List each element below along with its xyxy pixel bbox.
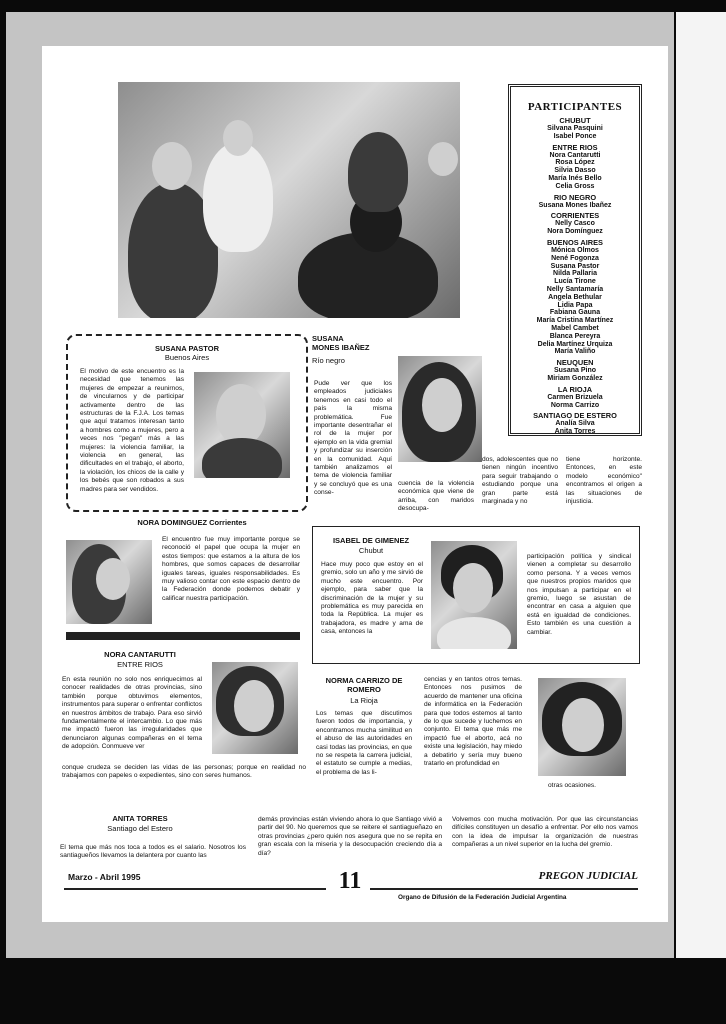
torres-text-col3: Volvemos con mucha motivación. Por que las circunstancias difíciles constituyen un desafío a enfrentar. Por ello nos vamos con la idea de impulsar la organización de nuestras compañeras a un nivel superior en la lucha del gremio. <box>452 816 638 849</box>
torres-text-col1: El tema que más nos toca a todos es el salario. Nosotros los santiagueños llevamos la delantera por cuanto las <box>60 844 246 860</box>
carrizo-name: NORMA CARRIZO DE ROMERO <box>325 676 403 694</box>
province-heading: NEUQUEN <box>556 358 594 368</box>
participant-name: Nora Cantarutti <box>549 151 601 159</box>
carrizo-text-col1: Los temas que discutimos fueron todos de importancia, y encontramos mucha similitud en el abuso de las autoridades en casi todas las provincias, en que no se respeta la carrera judicial, el estatuto se cumple a medias, el problema de las li- <box>316 710 412 776</box>
divider-bar <box>66 632 300 640</box>
dominguez-text: El encuentro fue muy importante porque se reconoció el papel que ocupa la mujer en estos tiempos: que estamos a la altura de los hombres, que somos capaces de desarrollar iguales tareas, iguales responsabilidades. Es muy valioso contar con este espacio dentro de la Federación donde podemos debatir y calificar nuestra participación. <box>162 536 300 602</box>
participant-name: Silvana Pasquini <box>547 125 603 132</box>
gimenez-name: ISABEL DE GIMENEZ <box>332 536 410 545</box>
participants-title: PARTICIPANTES <box>527 101 623 113</box>
group-photo <box>118 82 460 318</box>
participant-name: María Valiño <box>554 348 596 356</box>
page-number: 11 <box>338 868 362 894</box>
participant-name: María Inés Bello <box>548 174 602 182</box>
participants-box <box>508 84 642 436</box>
participant-name: Analía Silva <box>555 420 595 428</box>
pastor-name: SUSANA PASTOR <box>154 344 220 353</box>
participant-name: Nelly Santamaría <box>546 285 604 293</box>
gimenez-text-col2: participación política y sindical vienen a completar su desarrollo como persona. Y a veces vemos que nuestros propios maridos que nos impulsan a participar en el gremio, luego se asustan de encontrar en casa a alguien que está en igualdad de condiciones. Esto también es una cuestión a cambiar. <box>527 553 631 636</box>
province-heading: LA RIOJA <box>557 384 593 394</box>
participant-name: Nené Fogonza <box>551 254 599 262</box>
province-heading: CORRIENTES <box>550 211 600 221</box>
participant-name: Blanca Pereyra <box>549 332 601 340</box>
dominguez-name: NORA DOMINGUEZ Corrientes <box>137 518 247 527</box>
participant-name: Rosa López <box>555 159 595 167</box>
cantarutti-place: ENTRE RIOS <box>117 660 163 669</box>
participant-name: Lucía Tirone <box>554 278 596 286</box>
publication-subtitle: Organo de Difusión de la Federación Judicial Argentina <box>398 894 567 901</box>
participants-list <box>511 117 639 436</box>
newspaper-page <box>42 46 668 922</box>
gimenez-place: Chubut <box>358 546 384 555</box>
mones-text-col3: dos, adolescentes que no tienen ningún incentivo para seguir trabajando o estudiando porque una gran parte está marginada y no <box>482 456 558 506</box>
province-heading: RIO NEGRO <box>553 192 597 202</box>
cantarutti-name: NORA CANTARUTTI <box>104 650 176 659</box>
gimenez-box <box>312 526 640 664</box>
participant-name: Fabiana Gauna <box>549 309 601 317</box>
participant-name: Miriam González <box>547 374 603 382</box>
publication-logo: PREGON JUDICIAL <box>538 870 638 882</box>
carrizo-text-col2: cencias y en tantos otros temas. Entonces nos pusimos de acuerdo de mantener una oficina de informática en la Federación para que todos estemos al tanto de lo que sucede y luchemos en conjunto. El tema que más me impactó fue el aborto, acá no existe una legislación, hay miedo a debatirlo y sería muy bueno tratarlo en profundidad en <box>424 676 522 768</box>
carrizo-photo <box>538 678 626 776</box>
scan-margin <box>676 12 726 958</box>
mones-place: Río negro <box>312 356 345 365</box>
participant-name: Lidia Papa <box>557 301 593 309</box>
participant-name: Nelly Casco <box>555 220 595 228</box>
mones-text-col2: cuencia de la violencia económica que viene de arriba, con maridos desocupa- <box>398 480 474 513</box>
torres-name: ANITA TORRES <box>112 814 168 823</box>
pastor-text: El motivo de este encuentro es la necesidad que tenemos las mujeres de empezar a reunirnos, de vincularnos y de participar activamente dentro de las estructuras de la F.J.A. Los temas que aquí tratamos interesan tanto a hombres como a mujeres, pero a veces nos "pegan" más a las mujeres: la violencia familiar, la violencia en general, las dificultades en el trabajo, el aborto, la violación, los chicos de la calle y los bebés que son robados a sus madres para ser vendidos. <box>80 368 184 493</box>
province-heading: SANTIAGO DE ESTERO <box>533 411 617 421</box>
footer-rule-left <box>64 888 326 890</box>
participant-name: Mónica Olmos <box>551 246 599 254</box>
province-heading: CHUBUT <box>559 116 591 125</box>
carrizo-text-col3: otras ocasiones. <box>548 782 597 789</box>
footer-rule-right <box>370 888 638 890</box>
issue-date: Marzo - Abril 1995 <box>68 872 141 882</box>
participant-name: Susana Mones Ibañez <box>538 201 612 209</box>
cantarutti-text-full: conque crudeza se deciden las vidas de las personas; porque en realidad no trabajamos con papeles o expedientes, sino con seres humanos. <box>62 764 306 780</box>
carrizo-place: La Rioja <box>350 696 378 705</box>
pastor-place: Buenos Aires <box>164 353 210 362</box>
participant-name: Celia Gross <box>555 182 595 190</box>
participant-name: Susana Pino <box>553 367 596 375</box>
mones-text-col1: Pude ver que los empleados judiciales tenemos en casi todo el país la misma problemática. Fue importante desentrañar el rol de la mujer por ejemplo en la vida gremial y profundizar su inserción en la comunidad. Aquí también analizamos el tema de violencia familiar y se concluyó que es una conse- <box>314 380 392 497</box>
participant-name: Mabel Cambet <box>551 324 599 332</box>
province-heading: BUENOS AIRES <box>547 237 603 247</box>
participant-name: Silvia Dasso <box>554 167 596 175</box>
participant-name: Anita Torres <box>554 428 596 436</box>
cantarutti-photo <box>212 662 298 754</box>
gimenez-text-col1: Hace muy poco que estoy en el gremio, solo un año y me sirvió de mucho este encuentro. Por ejemplo, para saber que la discriminación de la mujer y su problemática es muy parecida en toda la República. La mujer es trabajadora, es madre y ama de casa, entonces la <box>321 561 423 636</box>
dominguez-photo <box>66 540 152 624</box>
participant-name: Susana Pastor <box>550 262 600 270</box>
province-heading: ENTRE RIOS <box>552 142 598 152</box>
participant-name: Nora Domínguez <box>547 228 603 236</box>
cantarutti-text: En esta reunión no solo nos enriquecimos al conocer realidades de otras provincias, sino también porque obtuvimos elementos, instrumentos para superar o enfrentar conflictos en nuestros ámbitos de trabajo. Para eso sirvió fundamentalmente el intercambio. Lo que más me impactó fueron las irregularidades que denunciaron algunas compañeras en el tema de adopción. Conmueve ver <box>62 676 203 751</box>
pastor-photo <box>194 372 290 478</box>
participant-name: Isabel Ponce <box>553 132 597 140</box>
mones-text-col4: tiene horizonte. Entonces, en este modelo económico" encontramos el origen a las situaciones de injusticia. <box>566 456 642 506</box>
torres-place: Santiago del Estero <box>107 824 173 833</box>
participant-name: Carmen Brizuela <box>547 393 603 401</box>
pastor-box <box>66 334 308 512</box>
mones-photo <box>398 356 482 462</box>
participant-name: Nilda Pallaria <box>553 270 597 278</box>
torres-text-col2: demás provincias están viviendo ahora lo que Santiago vivió a partir del 90. No queremos que se reitere el santiagueñazo en otras provincias ¿pero quién nos asegura que no se repita en gran escala con la miseria y la desocupación creciendo día a día? <box>258 816 442 857</box>
gimenez-photo <box>431 541 517 649</box>
participant-name: María Cristina Martínez <box>536 317 614 325</box>
mones-name: SUSANA MONES IBAÑEZ <box>312 334 370 352</box>
participant-name: Norma Carrizo <box>550 401 600 409</box>
participant-name: Angela Bethular <box>548 293 602 301</box>
participant-name: Delia Martínez Urquiza <box>537 340 613 348</box>
